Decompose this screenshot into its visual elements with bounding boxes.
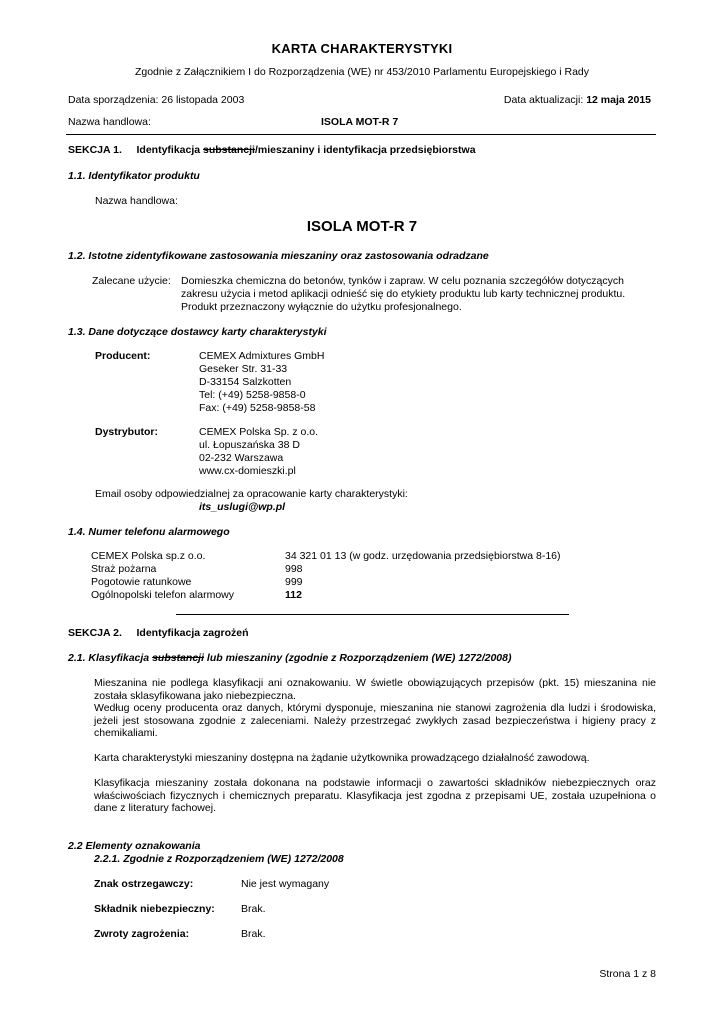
producer-line: Fax: (+49) 5258-9858-58 xyxy=(199,402,316,414)
phone-number: 998 xyxy=(285,563,303,575)
subsection-1-3-title: 1.3. Dane dotyczące dostawcy karty charakterystyki xyxy=(68,326,327,338)
producer-line: D-33154 Salzkotten xyxy=(199,376,292,388)
recommended-use-label: Zalecane użycie: xyxy=(92,275,171,287)
phone-name: Straż pożarna xyxy=(91,563,157,575)
subsection-2-1-strike: substancji xyxy=(152,652,204,664)
email-label: Email osoby odpowiedzialnej za opracowanie karty charakterystyki: xyxy=(95,488,408,500)
section2-number: SEKCJA 2. xyxy=(68,627,122,639)
section2-heading xyxy=(68,627,249,639)
trade-name-label: Nazwa handlowa: xyxy=(68,116,151,128)
date-updated-value: 12 maja 2015 xyxy=(586,94,651,106)
label-element-name: Znak ostrzegawczy: xyxy=(94,878,194,890)
subsection-2-2-title: 2.2 Elementy oznakowania xyxy=(68,840,201,852)
email-link[interactable]: its_uslugi@wp.pl xyxy=(199,501,286,513)
classification-paragraph: Klasyfikacja mieszaniny została dokonana na podstawie informacji o zawartości składników niebezpiecznych oraz właściwościach fizycznych i chemicznych preparatu. Klasyfikacja jest zgodna z przepisami UE, została uzupełniona o dane z literatury fachowej. xyxy=(94,777,656,815)
phone-name: Ogólnopolski telefon alarmowy xyxy=(91,589,234,601)
distributor-label: Dystrybutor: xyxy=(95,426,159,438)
recommended-use-line: zakresu użycia i metod aplikacji odnieść się do etykiety produktu lub karty technicznej produktu. xyxy=(181,288,626,300)
date-created: Data sporządzenia: 26 listopada 2003 xyxy=(68,94,245,106)
phone-name: Pogotowie ratunkowe xyxy=(91,576,192,588)
distributor-website[interactable]: www.cx-domieszki.pl xyxy=(199,465,296,477)
section-divider xyxy=(176,614,569,615)
producer-line: Tel: (+49) 5258-9858-0 xyxy=(199,389,306,401)
product-name: ISOLA MOT-R 7 xyxy=(306,218,418,235)
subsection-2-2-1-title: 2.2.1. Zgodnie z Rozporządzeniem (WE) 1272/2008 xyxy=(94,853,344,865)
header-divider xyxy=(66,134,656,135)
recommended-use-line: Domieszka chemiczna do betonów, tynków i zapraw. W celu poznania szczegółów dotyczących xyxy=(181,275,624,287)
date-updated xyxy=(504,94,651,106)
subsection-2-1-title xyxy=(68,652,511,664)
classification-paragraph: Mieszanina nie podlega klasyfikacji ani oznakowaniu. W świetle obowiązujących przepisów (pkt. 15) mieszanina nie została sklasyfikowana jako niebezpieczna. xyxy=(94,677,656,702)
distributor-line: 02-232 Warszawa xyxy=(199,452,284,464)
section1-title-b: /mieszaniny i identyfikacja przedsiębiorstwa xyxy=(254,144,476,156)
subsection-2-1-b: lub mieszaniny (zgodnie z Rozporządzeniem (WE) 1272/2008) xyxy=(204,652,512,664)
page-number: Strona 1 z 8 xyxy=(599,968,656,980)
recommended-use-line: Produkt przeznaczony wyłącznie do użytku profesjonalnego. xyxy=(181,301,462,313)
section1-title-a: Identyfikacja xyxy=(136,144,204,156)
section1-title-strike: substancji xyxy=(203,144,255,156)
classification-paragraph: Według oceny producenta oraz danych, którymi dysponuje, mieszanina nie stanowi zagrożenia dla ludzi i środowiska, jeżeli jest stosowana zgodnie z zaleceniami. Należy przestrzegać zwykłych zasad bezpieczeństwa i higieny pracy z chemikaliami. xyxy=(94,702,656,740)
producer-label: Producent: xyxy=(95,350,151,362)
document-title: KARTA CHARAKTERYSTYKI xyxy=(271,41,453,56)
label-element-name: Składnik niebezpieczny: xyxy=(94,903,215,915)
phone-number: 112 xyxy=(285,589,302,601)
section1-number: SEKCJA 1. xyxy=(68,144,122,156)
label-element-name: Zwroty zagrożenia: xyxy=(94,928,190,940)
phone-name: CEMEX Polska sp.z o.o. xyxy=(91,550,206,562)
label-element-value: Brak. xyxy=(241,928,266,940)
producer-line: Geseker Str. 31-33 xyxy=(199,363,288,375)
distributor-line: CEMEX Polska Sp. z o.o. xyxy=(199,426,319,438)
subsection-2-1-a: 2.1. Klasyfikacja xyxy=(68,652,153,664)
distributor-line: ul. Łopuszańska 38 D xyxy=(199,439,300,451)
section2-title: Identyfikacja zagrożeń xyxy=(136,627,249,639)
section1-heading xyxy=(68,144,476,156)
label-element-value: Nie jest wymagany xyxy=(241,878,330,890)
subsection-1-2-title: 1.2. Istotne zidentyfikowane zastosowania mieszaniny oraz zastosowania odradzane xyxy=(68,250,489,262)
producer-line: CEMEX Admixtures GmbH xyxy=(199,350,325,362)
phone-number: 34 321 01 13 (w godz. urzędowania przedsiębiorstwa 8-16) xyxy=(285,550,561,562)
phone-number: 999 xyxy=(285,576,303,588)
label-element-value: Brak. xyxy=(241,903,266,915)
subsection-1-4-title: 1.4. Numer telefonu alarmowego xyxy=(68,526,230,538)
subsection-1-1-title: 1.1. Identyfikator produktu xyxy=(68,170,200,182)
trade-name-value: ISOLA MOT-R 7 xyxy=(321,116,399,128)
classification-paragraph: Karta charakterystyki mieszaniny dostępna na żądanie użytkownika prowadzącego działalność zawodową. xyxy=(94,752,590,764)
trade-name-label-2: Nazwa handlowa: xyxy=(95,195,178,207)
document-subtitle: Zgodnie z Załącznikiem I do Rozporządzenia (WE) nr 453/2010 Parlamentu Europejskiego i Rady xyxy=(134,66,590,78)
date-updated-label: Data aktualizacji: xyxy=(503,94,584,106)
